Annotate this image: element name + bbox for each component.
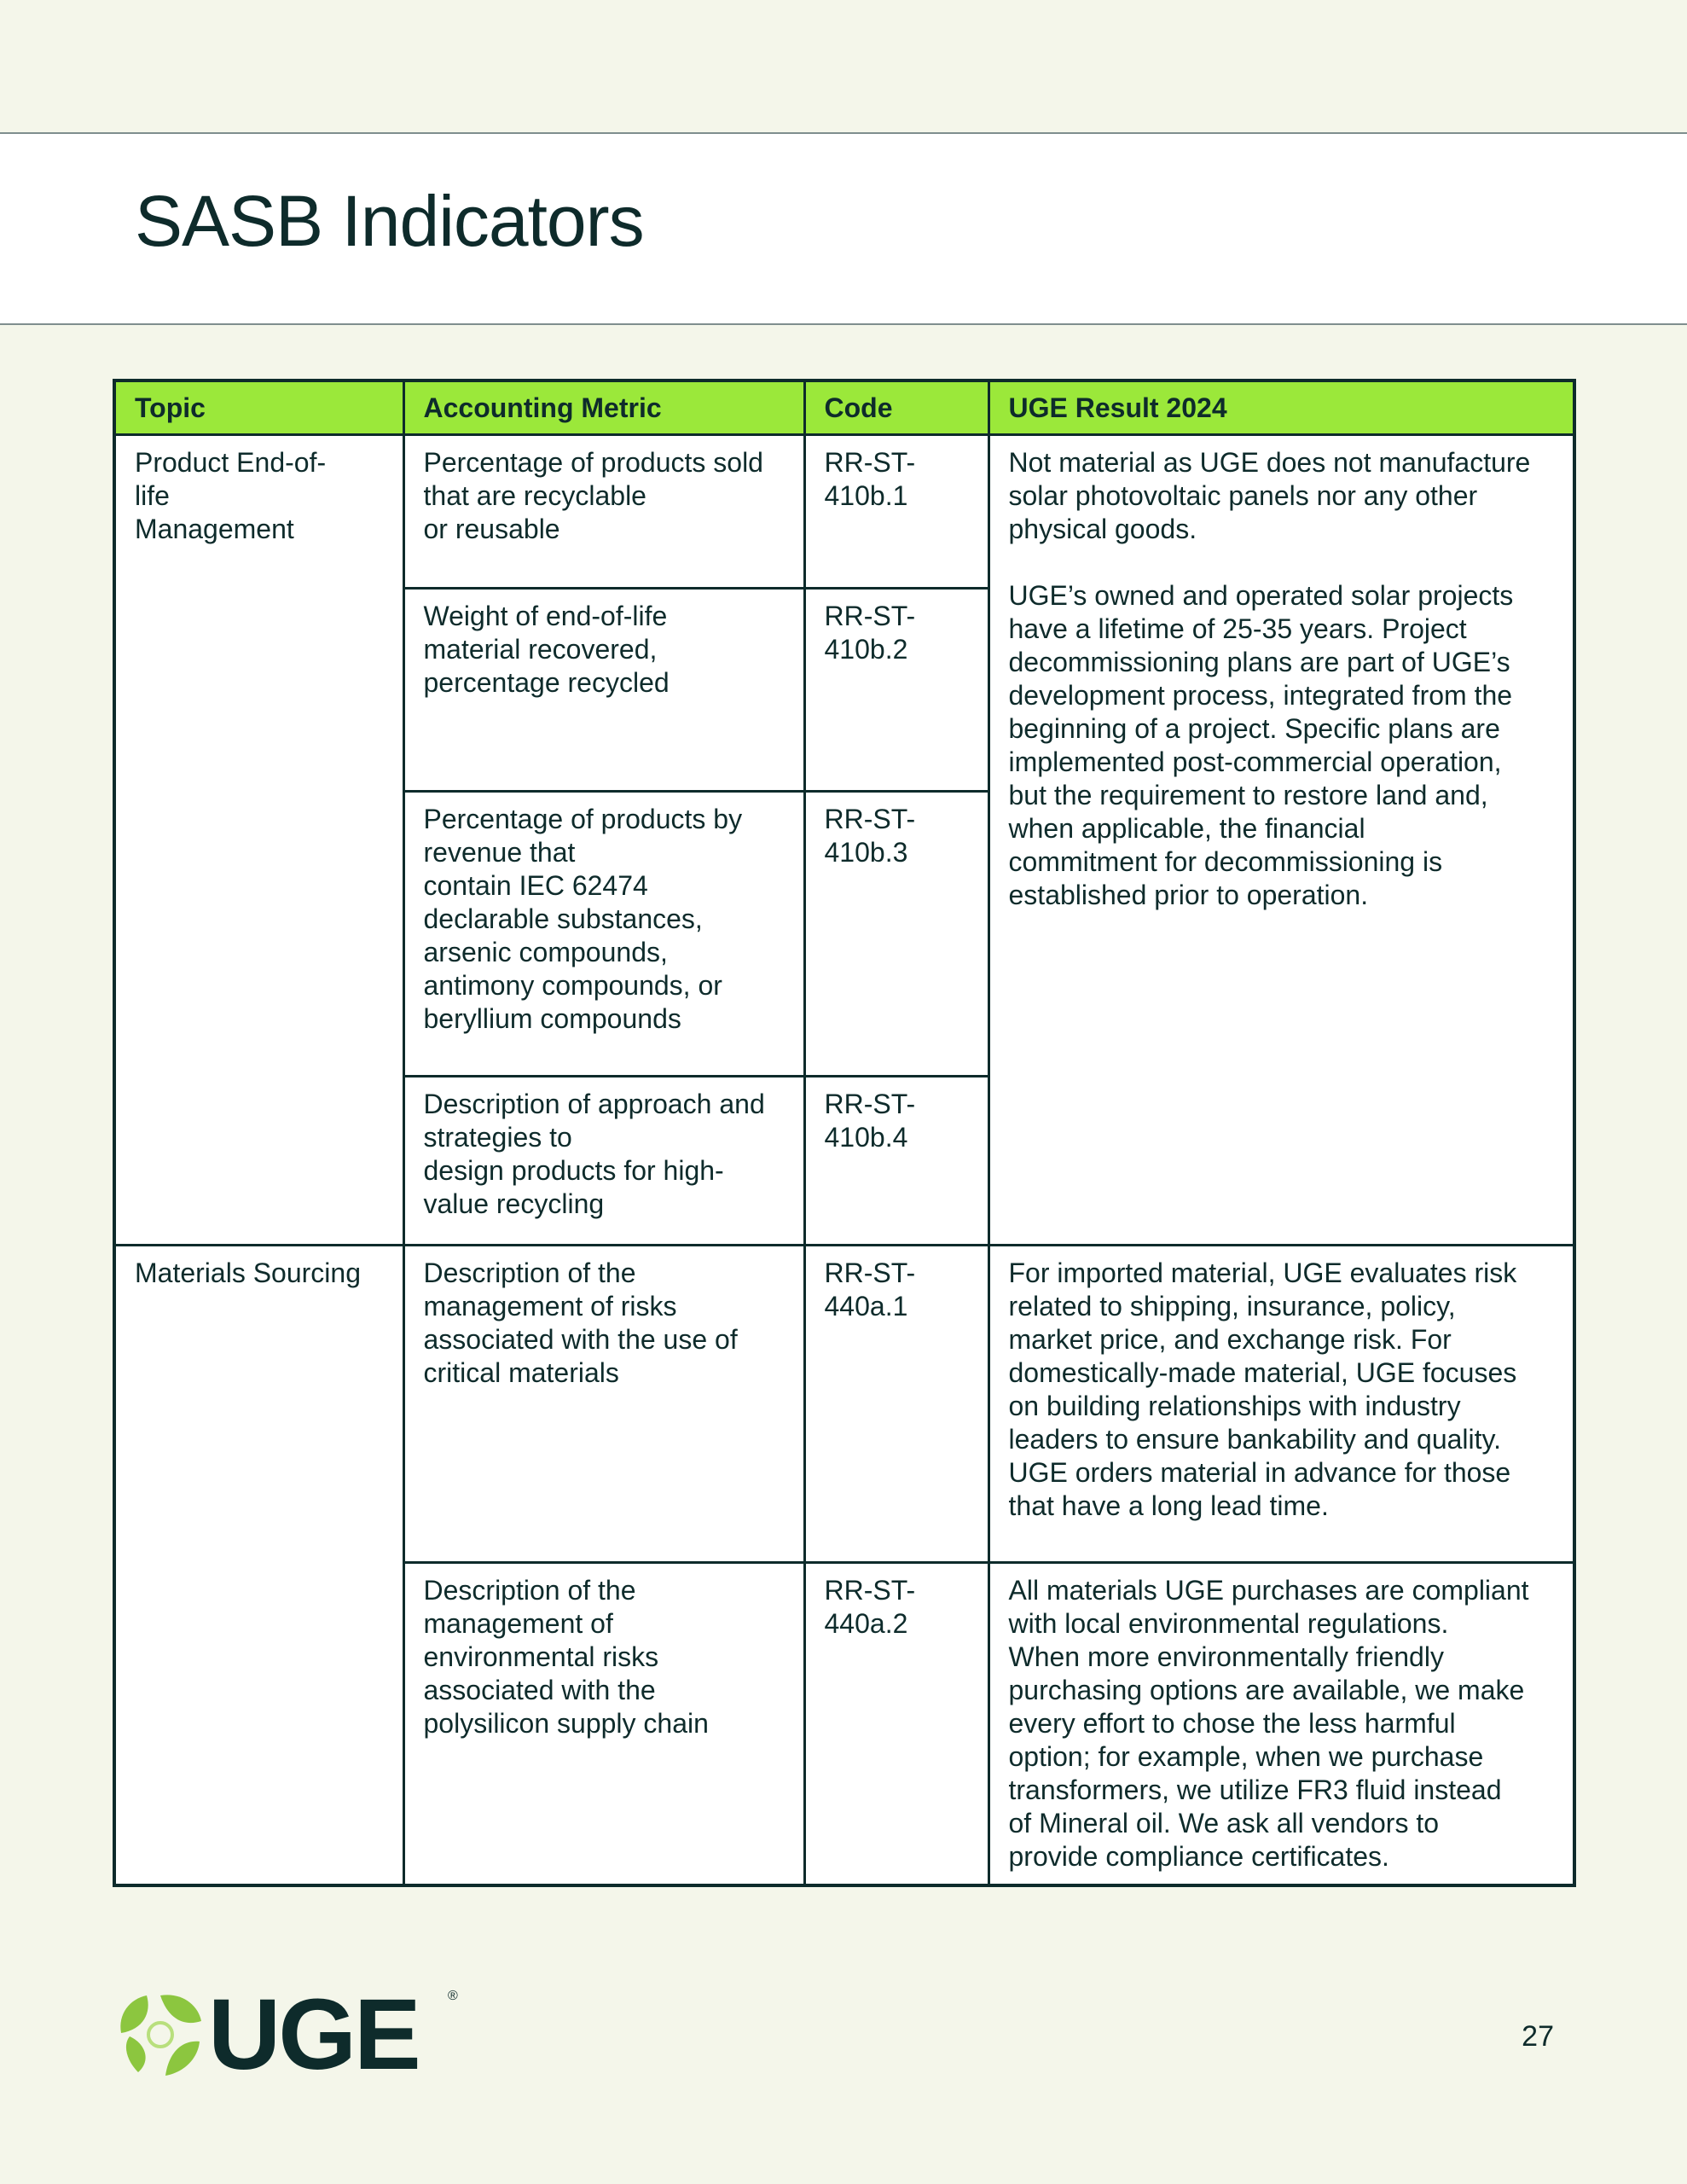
page-title: SASB Indicators xyxy=(135,181,644,261)
header-code: Code xyxy=(804,380,988,435)
logo-wordmark: UGE xyxy=(208,1978,419,2091)
topic-materials-sourcing: Materials Sourcing xyxy=(114,1246,403,1886)
code-cell: RR-ST- 410b.2 xyxy=(804,589,988,792)
header-accounting-metric: Accounting Metric xyxy=(403,380,804,435)
header-topic: Topic xyxy=(114,380,403,435)
code-cell: RR-ST- 440a.1 xyxy=(804,1246,988,1563)
code-cell: RR-ST- 410b.1 xyxy=(804,435,988,589)
topic-product-end-of-life: Product End-of- life Management xyxy=(114,435,403,1246)
metric-cell: Weight of end-of-life material recovered, percentage recycled xyxy=(403,589,804,792)
table-row xyxy=(114,435,1574,589)
result-environmental-risk: All materials UGE purchases are compliant with local environmental regulations. When more environmentally friendly purchasing options are available, we make every effort to chose the less harmful option; for example, when we purchase transformers, we utilize FR3 fluid instead of Mineral oil. We ask all vendors to provide compliance certificates. xyxy=(988,1563,1574,1886)
leaf-logo-icon xyxy=(113,1984,208,2086)
result-product-end-of-life: Not material as UGE does not manufacture solar photovoltaic panels nor any other physical goods. UGE’s owned and operated solar projects have a lifetime of 25-35 years. Project decommissioning plans are part of UGE’s development process, integrated from the beginning of a project. Specific plans are implemented post-commercial operation, but the requirement to restore land and, when applicable, the financial commitment for decommissioning is established prior to operation. xyxy=(988,435,1574,1246)
registered-mark: ® xyxy=(448,1989,458,2003)
sasb-indicators-table xyxy=(113,379,1576,1887)
table-header-row xyxy=(114,380,1574,435)
metric-cell: Description of approach and strategies to design products for high- value recycling xyxy=(403,1077,804,1246)
code-cell: RR-ST- 440a.2 xyxy=(804,1563,988,1886)
page-number: 27 xyxy=(1522,2020,1554,2053)
metric-cell: Percentage of products sold that are recyclable or reusable xyxy=(403,435,804,589)
code-cell: RR-ST- 410b.3 xyxy=(804,792,988,1077)
table-row xyxy=(114,1246,1574,1563)
metric-cell: Percentage of products by revenue that contain IEC 62474 declarable substances, arsenic compounds, antimony compounds, or beryllium compounds xyxy=(403,792,804,1077)
header-uge-result: UGE Result 2024 xyxy=(988,380,1574,435)
title-band xyxy=(0,132,1687,325)
code-cell: RR-ST- 410b.4 xyxy=(804,1077,988,1246)
uge-logo xyxy=(113,1978,471,2091)
metric-cell: Description of the management of risks associated with the use of critical materials xyxy=(403,1246,804,1563)
metric-cell: Description of the management of environmental risks associated with the polysilicon supply chain xyxy=(403,1563,804,1886)
result-materials-risk: For imported material, UGE evaluates risk related to shipping, insurance, policy, market price, and exchange risk. For domestically-made material, UGE focuses on building relationships with industry leaders to ensure bankability and quality. UGE orders material in advance for those that have a long lead time. xyxy=(988,1246,1574,1563)
